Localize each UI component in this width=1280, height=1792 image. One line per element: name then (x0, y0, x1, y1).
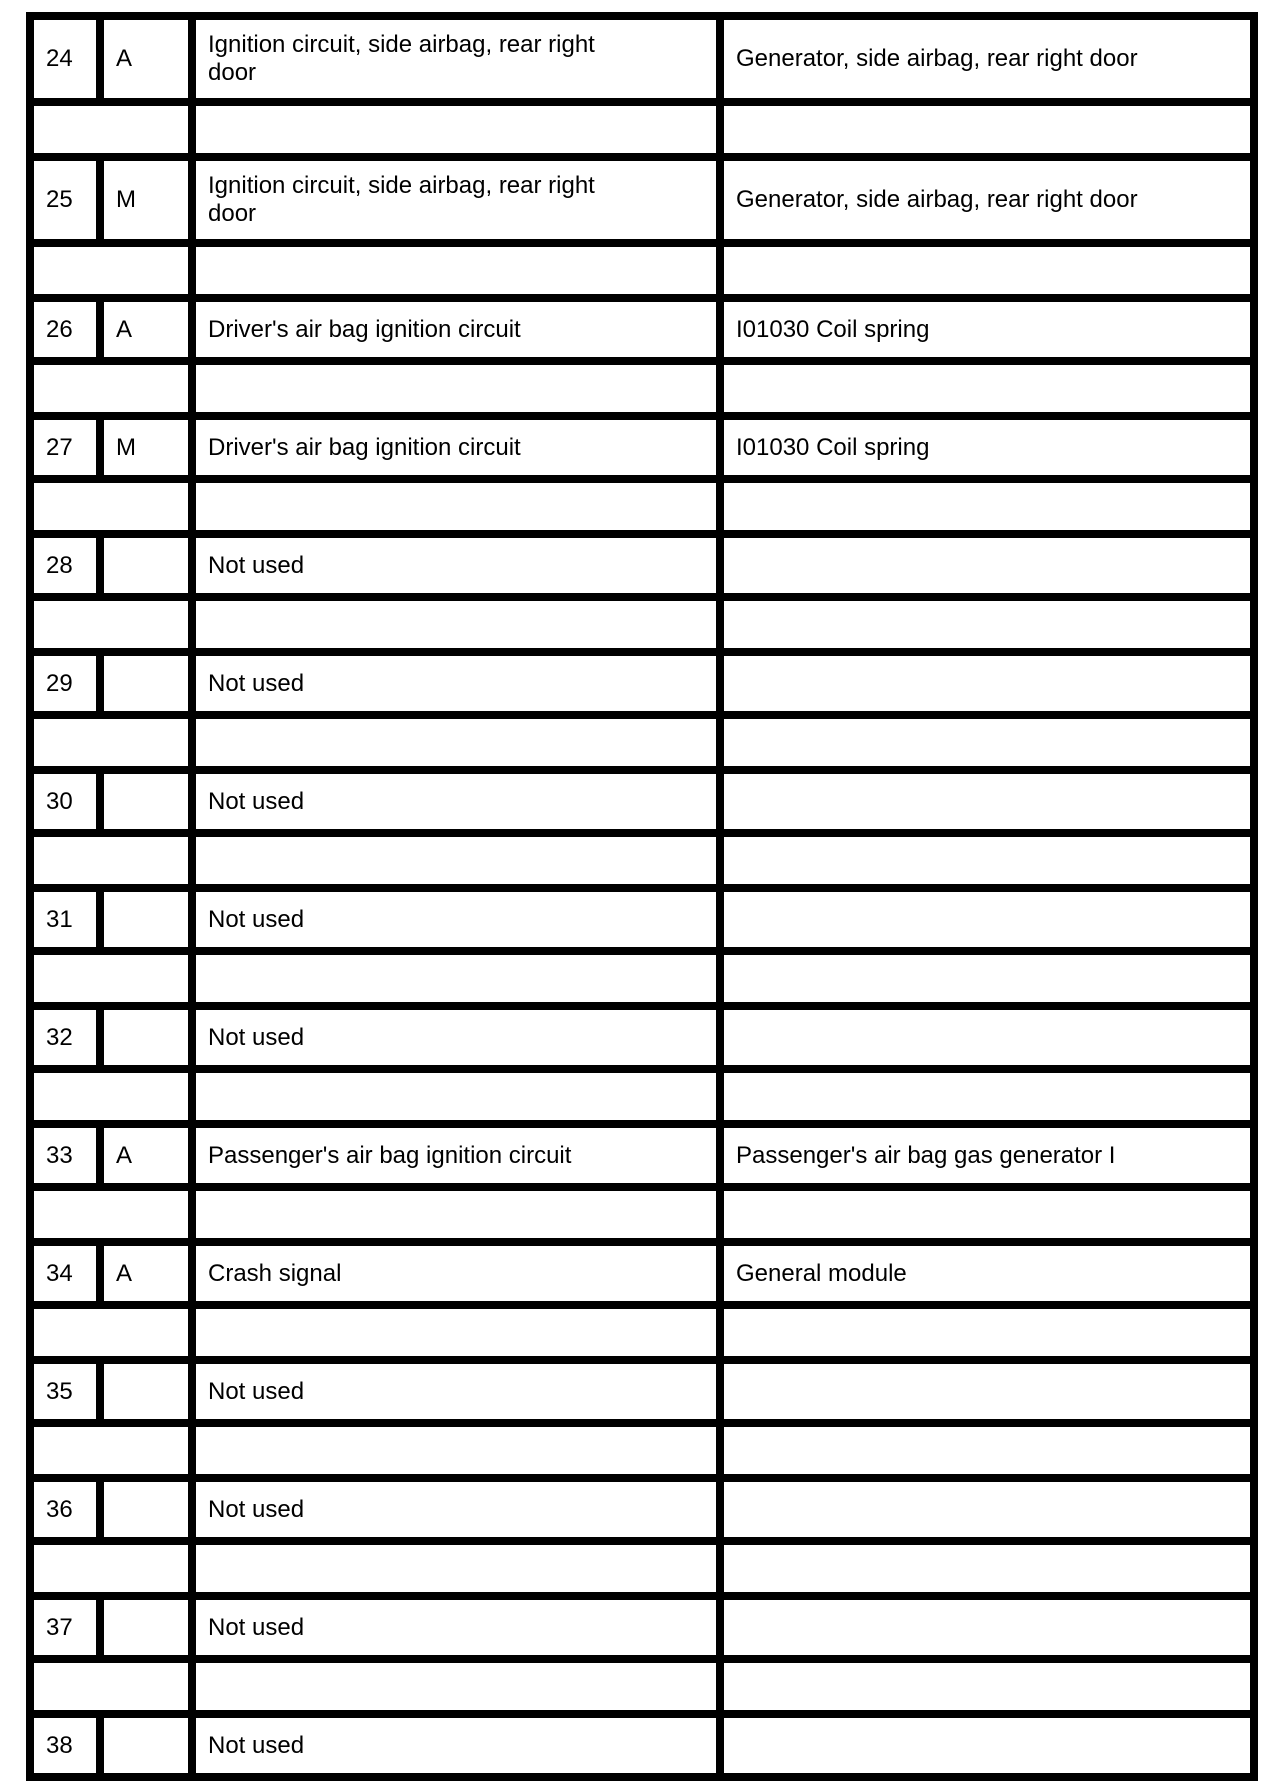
spacer-cell (34, 1663, 188, 1710)
description-cell (196, 538, 716, 593)
pin-cell-text: 30 (46, 787, 73, 815)
component-cell (724, 1246, 1250, 1301)
pin-cell (34, 538, 96, 593)
spacer-cell (34, 955, 188, 1002)
component-cell (724, 161, 1250, 239)
spacer-cell (34, 1073, 188, 1120)
description-cell-text: Not used (208, 551, 305, 579)
description-cell (196, 302, 716, 357)
description-cell (196, 1600, 716, 1655)
description-cell (196, 1482, 716, 1537)
spacer-cell (196, 365, 716, 412)
pin-cell (34, 1246, 96, 1301)
spacer-cell (724, 247, 1250, 294)
spacer-cell (196, 1191, 716, 1238)
description-cell-text: Not used (208, 1495, 305, 1523)
description-cell-text: Not used (208, 1377, 305, 1405)
code-cell (104, 302, 188, 357)
description-cell-text: Driver's air bag ignition circuit (208, 315, 521, 343)
code-cell (104, 1718, 188, 1773)
component-cell (724, 302, 1250, 357)
spacer-cell (724, 106, 1250, 153)
pin-cell-text: 37 (46, 1613, 73, 1641)
spacer-cell (34, 247, 188, 294)
pin-cell (34, 1600, 96, 1655)
component-cell (724, 1364, 1250, 1419)
spacer-cell (196, 1427, 716, 1474)
pin-cell (34, 892, 96, 947)
spacer-cell (724, 1427, 1250, 1474)
component-cell (724, 1600, 1250, 1655)
spacer-cell (724, 1663, 1250, 1710)
code-cell (104, 656, 188, 711)
pin-cell (34, 20, 96, 98)
spacer-cell (196, 955, 716, 1002)
description-cell-text: Ignition circuit, side airbag, rear right door (208, 172, 595, 227)
code-cell (104, 1600, 188, 1655)
code-cell-text: A (116, 315, 133, 343)
pin-cell-text: 25 (46, 186, 73, 213)
spacer-cell (34, 1545, 188, 1592)
code-cell (104, 1482, 188, 1537)
component-cell-text: Passenger's air bag gas generator I (736, 1141, 1116, 1169)
code-cell (104, 1364, 188, 1419)
code-cell (104, 774, 188, 829)
description-cell-text: Not used (208, 905, 305, 933)
description-cell-text: Not used (208, 669, 305, 697)
description-cell-text: Not used (208, 787, 305, 815)
spacer-cell (724, 601, 1250, 648)
code-cell-text: A (116, 1141, 133, 1169)
component-cell (724, 420, 1250, 475)
pin-cell-text: 36 (46, 1495, 73, 1523)
pin-cell-text: 24 (46, 45, 73, 72)
code-cell-text: M (116, 433, 136, 461)
pin-cell (34, 302, 96, 357)
pin-cell (34, 774, 96, 829)
code-cell (104, 161, 188, 239)
component-cell (724, 1010, 1250, 1065)
code-cell (104, 1246, 188, 1301)
description-cell (196, 1364, 716, 1419)
description-cell (196, 20, 716, 98)
description-cell (196, 774, 716, 829)
code-cell (104, 538, 188, 593)
description-cell (196, 1246, 716, 1301)
pin-cell (34, 1482, 96, 1537)
pin-cell (34, 1010, 96, 1065)
description-cell-text: Ignition circuit, side airbag, rear right door (208, 31, 595, 86)
description-cell (196, 1128, 716, 1183)
spacer-cell (196, 719, 716, 766)
component-cell-text: I01030 Coil spring (736, 315, 930, 343)
description-cell-text: Crash signal (208, 1259, 342, 1287)
component-cell-text: General module (736, 1259, 907, 1287)
spacer-cell (724, 955, 1250, 1002)
code-cell (104, 420, 188, 475)
spacer-cell (196, 1073, 716, 1120)
pin-cell (34, 161, 96, 239)
spacer-cell (724, 1073, 1250, 1120)
pin-cell-text: 26 (46, 315, 73, 343)
pin-cell-text: 32 (46, 1023, 73, 1051)
spacer-cell (196, 1309, 716, 1356)
spacer-cell (34, 1191, 188, 1238)
component-cell (724, 892, 1250, 947)
pin-cell-text: 35 (46, 1377, 73, 1405)
pin-cell-text: 34 (46, 1259, 73, 1287)
description-cell-text: Not used (208, 1023, 305, 1051)
description-cell (196, 656, 716, 711)
spacer-cell (196, 837, 716, 884)
description-cell-text: Not used (208, 1613, 305, 1641)
pin-cell (34, 1718, 96, 1773)
description-cell-text: Not used (208, 1731, 305, 1759)
pin-cell (34, 656, 96, 711)
code-cell (104, 20, 188, 98)
description-cell (196, 892, 716, 947)
component-cell-text: I01030 Coil spring (736, 433, 930, 461)
pin-cell-text: 33 (46, 1141, 73, 1169)
pin-cell (34, 420, 96, 475)
code-cell (104, 1010, 188, 1065)
spacer-cell (34, 1427, 188, 1474)
component-cell-text: Generator, side airbag, rear right door (736, 186, 1138, 213)
spacer-cell (196, 483, 716, 530)
spacer-cell (34, 837, 188, 884)
spacer-cell (724, 483, 1250, 530)
pin-cell-text: 28 (46, 551, 73, 579)
description-cell (196, 420, 716, 475)
component-cell (724, 20, 1250, 98)
description-cell (196, 1010, 716, 1065)
pin-cell-text: 38 (46, 1731, 73, 1759)
spacer-cell (196, 247, 716, 294)
spacer-cell (724, 1191, 1250, 1238)
pin-assignment-table (26, 12, 1258, 1781)
pin-cell-text: 27 (46, 433, 73, 461)
spacer-cell (34, 601, 188, 648)
spacer-cell (34, 719, 188, 766)
pin-cell (34, 1128, 96, 1183)
description-cell-text: Passenger's air bag ignition circuit (208, 1141, 572, 1169)
spacer-cell (196, 1545, 716, 1592)
spacer-cell (34, 106, 188, 153)
code-cell-text: A (116, 1259, 133, 1287)
spacer-cell (724, 1545, 1250, 1592)
component-cell (724, 538, 1250, 593)
description-cell (196, 161, 716, 239)
pin-cell (34, 1364, 96, 1419)
component-cell (724, 1718, 1250, 1773)
spacer-cell (34, 483, 188, 530)
code-cell (104, 1128, 188, 1183)
component-cell (724, 774, 1250, 829)
component-cell (724, 656, 1250, 711)
description-cell (196, 1718, 716, 1773)
component-cell (724, 1128, 1250, 1183)
code-cell (104, 892, 188, 947)
spacer-cell (34, 365, 188, 412)
spacer-cell (34, 1309, 188, 1356)
code-cell-text: A (116, 45, 133, 72)
code-cell-text: M (116, 186, 136, 213)
spacer-cell (724, 1309, 1250, 1356)
component-cell (724, 1482, 1250, 1537)
pin-cell-text: 31 (46, 905, 73, 933)
spacer-cell (196, 1663, 716, 1710)
pin-cell-text: 29 (46, 669, 73, 697)
spacer-cell (724, 365, 1250, 412)
spacer-cell (196, 601, 716, 648)
spacer-cell (196, 106, 716, 153)
spacer-cell (724, 719, 1250, 766)
description-cell-text: Driver's air bag ignition circuit (208, 433, 521, 461)
component-cell-text: Generator, side airbag, rear right door (736, 45, 1138, 72)
spacer-cell (724, 837, 1250, 884)
